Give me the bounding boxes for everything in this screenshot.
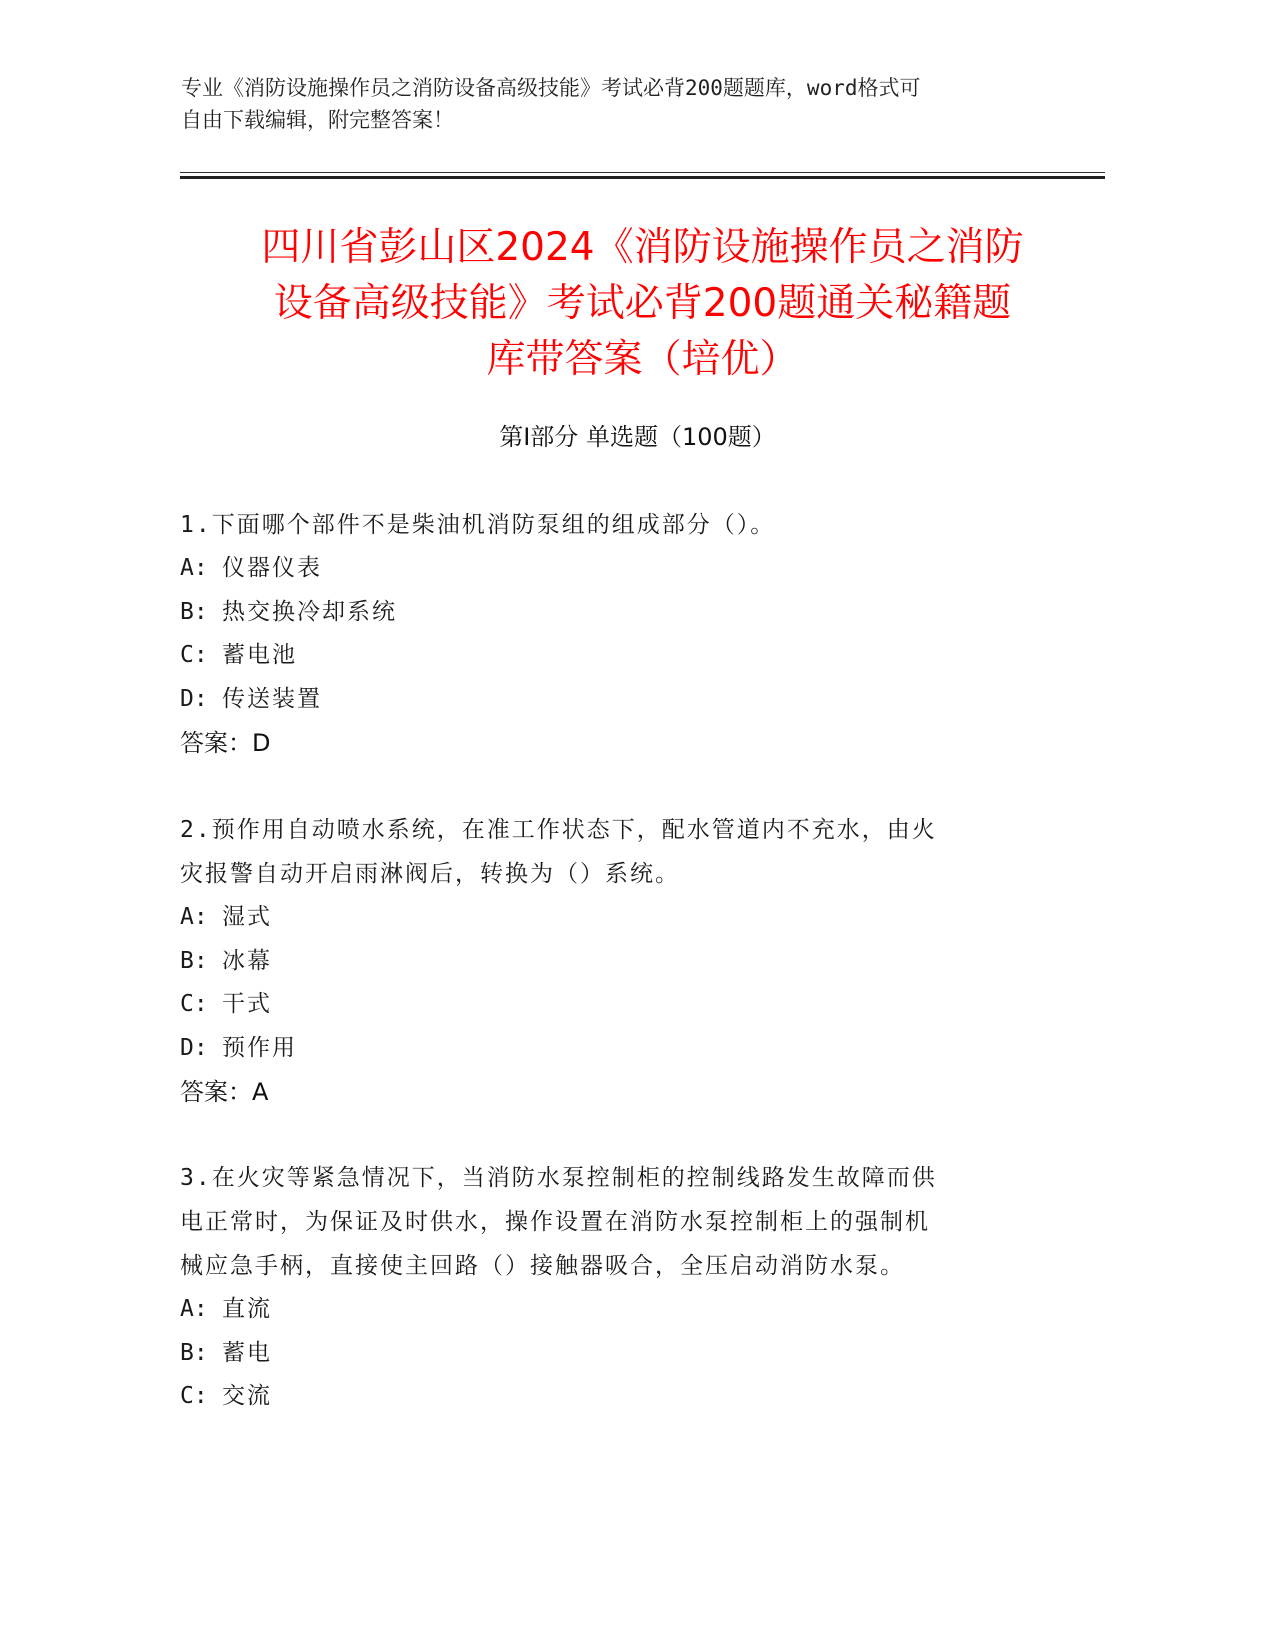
option-key: B:: [180, 947, 208, 974]
question-1: [180, 503, 1060, 765]
document-title-line-2: 设备高级技能》考试必背200题通关秘籍题: [273, 281, 1012, 326]
option-key: D:: [180, 1034, 208, 1061]
question-1-option-b: [180, 591, 1060, 635]
document-title: [150, 220, 1135, 388]
question-3-option-a: [180, 1288, 1060, 1332]
question-1-option-c: [180, 634, 1060, 678]
question-2-stem-line-2: 灾报警自动开启雨淋阀后，转换为（）系统。: [180, 861, 680, 887]
option-text: 传送装置: [222, 685, 322, 712]
option-text: 直流: [222, 1296, 272, 1322]
option-text: 冰幕: [222, 947, 272, 974]
option-key: B:: [180, 1339, 208, 1366]
question-1-answer: 答案：D: [180, 729, 271, 757]
question-2-stem-line-1: 2.预作用自动喷水系统，在准工作状态下，配水管道内不充水，由火: [180, 817, 937, 843]
question-3-stem-line-3: 械应急手柄，直接使主回路（）接触器吸合，全压启动消防水泵。: [180, 1253, 905, 1279]
option-key: C:: [180, 991, 208, 1017]
question-2-option-b: [180, 940, 1060, 984]
question-2: [180, 808, 1060, 1114]
question-1-stem: 1.下面哪个部件不是柴油机消防泵组的组成部分（）。: [180, 512, 776, 538]
option-key: A:: [180, 904, 208, 930]
section-heading: 第Ⅰ部分 单选题（100题）: [499, 423, 776, 451]
question-3-stem-line-2: 电正常时，为保证及时供水，操作设置在消防水泵控制柜上的强制机: [180, 1209, 930, 1235]
header-note: [181, 72, 1081, 136]
question-3-option-b: [180, 1332, 1060, 1376]
document-title-line-1: 四川省彭山区2024《消防设施操作员之消防: [261, 225, 1024, 270]
question-3-stem-line-1: 3.在火灾等紧急情况下，当消防水泵控制柜的控制线路发生故障而供: [180, 1165, 937, 1191]
option-key: D:: [180, 685, 208, 712]
question-2-option-a: [180, 896, 1060, 940]
option-key: A:: [180, 1296, 208, 1322]
header-note-line-2: 自由下载编辑，附完整答案！: [181, 108, 454, 132]
option-text: 仪器仪表: [222, 555, 322, 581]
header-divider-thin: [180, 172, 1105, 173]
option-key: B:: [180, 598, 208, 625]
option-text: 干式: [222, 991, 272, 1017]
option-text: 蓄电池: [222, 642, 297, 668]
question-2-answer: 答案：A: [180, 1078, 269, 1106]
option-text: 湿式: [222, 904, 272, 930]
header-note-line-1: 专业《消防设施操作员之消防设备高级技能》考试必背200题题库，word格式可: [181, 76, 921, 100]
option-key: C:: [180, 642, 208, 668]
question-2-option-d: [180, 1027, 1060, 1071]
question-3: [180, 1156, 1060, 1419]
option-text: 预作用: [222, 1034, 297, 1061]
header-divider-thick: [180, 176, 1105, 179]
option-text: 交流: [222, 1383, 272, 1409]
document-title-line-3: 库带答案（培优）: [486, 337, 799, 382]
option-key: A:: [180, 555, 208, 581]
question-2-option-c: [180, 983, 1060, 1027]
question-1-option-a: [180, 547, 1060, 591]
option-text: 热交换冷却系统: [222, 598, 397, 625]
option-text: 蓄电: [222, 1339, 272, 1366]
option-key: C:: [180, 1383, 208, 1409]
question-3-option-c: [180, 1375, 1060, 1419]
question-1-option-d: [180, 678, 1060, 722]
